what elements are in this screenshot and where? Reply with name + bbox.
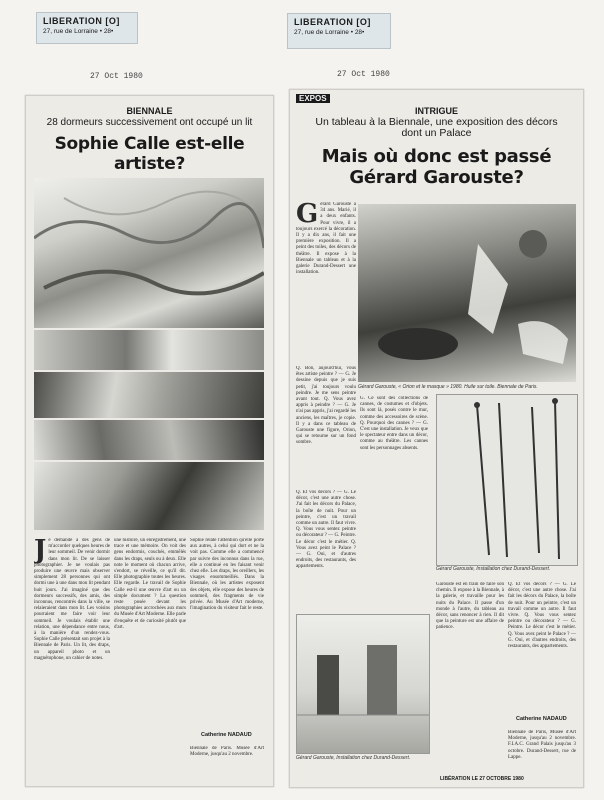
right-footer-info: Biennale de Paris, Musée d'Art Moderne, jusqu'au 2 novembre. F.I.A.C. Grand Palais jusqu'au 3 octobre. Durand-Dessert, rue de Lappe. (508, 730, 576, 760)
right-article-col-mid: Q. Et vos décors ? — G. Le décor, c'est une autre chose. J'ai fait les décors du Palace, la boîte de nuit. Pour un peintre, c'est un travail comme un autre. Il faut vivre. Q. Vous vous sentez peintre ou décorateur ? — G. Peintre. Le décor c'est le métier. Q. Vous avez peint le Palace ? — G. Oui, et d'autres endroits, des restaurants, des appartements. (296, 490, 356, 570)
right-date-stamp: 27 Oct 1980 (337, 70, 390, 79)
left-headline-line1: Sophie Calle est-elle (54, 134, 245, 154)
right-photo-canes-objects (437, 395, 577, 565)
left-date-stamp: 27 Oct 1980 (90, 72, 143, 81)
right-article-col-center: G. Ce sont des collections de cannes, de costumes et d'objets. Ils sont là, posés contre le mur, comme des accessoires de scène. Q. Pourquoi des cannes ? — G. C'est une installation. Je veux que le spectateur entre dans un décor, comme au théâtre. Les cannes sont les personnages absents. (360, 396, 428, 451)
right-article-col-lower1: Garouste est en train de faire son chemin. Il expose à la Biennale, à la galerie, et travaille pour les nuits du Palace. Il passe d'un monde à l'autre, du tableau au décor, sans renoncer à rien. Il dit que la peinture est une affaire de patience. (436, 582, 504, 631)
right-headline-line2: Gérard Garouste? (349, 167, 524, 188)
left-photo-bed-5 (34, 462, 264, 530)
left-headline-line2: artiste? (113, 154, 186, 174)
right-photo-interior-objects (297, 615, 429, 753)
left-photo-bed-2 (34, 330, 264, 370)
right-headline-line1: Mais où donc est passé (321, 146, 552, 167)
left-label-address: 27, rue de Lorraine • 28• (43, 28, 114, 35)
right-photo-painting (358, 204, 576, 382)
right-photo-canes (436, 394, 578, 566)
right-intro-text: érard Garouste a 34 ans. Marié, il a deux enfants. Pour vivre, il a toujours exercé la décoration. Il y a dix ans, il fait une première exposition. Il a peint des toiles, des décors de théâtre. Il expose à la Biennale un tableau et à la galerie Durand-Dessert une installation. (296, 202, 356, 276)
left-col1-text: e demandé à des gens de m'accorder quelques heures de leur sommeil. De venir dormir dans mon lit. De se laisser photographier. Je ne voulais pas produire une œuvre mais observer simplement 28 personnes qui ont dormi une à une dans mon lit pendant huit jours. J'ai imaginé que des dormeurs successifs, des amis, des inconnus, rencontrés dans la ville, se relaieraient dans mon lit. Les voisins pourraient me faire voir leur sommeil. Je voulais établir une relation, une dépendance entre nous, à la manière d'un rendez-vous. Sophie Calle présentait son projet à la Biennale de Paris. Un lit, des draps, un appareil photo et un magnétophone, un cahier de notes. (34, 538, 110, 661)
right-article-col-lower2 (508, 582, 576, 712)
left-photo-bed-4 (34, 420, 264, 460)
left-clipping (25, 95, 274, 787)
right-col-lower2-text: Q. Et vos décors ? — G. Le décor, c'est une autre chose. J'ai fait les décors du Palace, la boîte de nuit. Pour un peintre, c'est un travail comme un autre. Il faut vivre. Q. Vous vous sentez peintre ou décorateur ? — G. Peintre. Le décor c'est le métier. Q. Vous avez peint le Palace ? — G. Oui, et d'autres endroits, des restaurants, des appartements. (508, 582, 576, 650)
right-subhead-line1: Un tableau à la Biennale, une exposition des décors (315, 116, 558, 128)
right-photo-canes-caption: Gérard Garouste, Installation chez Durand-Dessert. (436, 566, 551, 572)
right-label-address: 27, rue de Lorraine • 28• (294, 29, 365, 36)
left-article-col1 (34, 538, 110, 778)
left-photo-bed-1-drapes (34, 178, 264, 328)
left-kicker: BIENNALE (126, 106, 173, 116)
left-dropcap: J (34, 538, 47, 565)
left-label-name: LIBERATION [O] (43, 16, 120, 26)
right-article-col-left: Q. Bon, aujourd'hui, vous êtes artiste peintre ? — G. Je dessine depuis que je suis petit, j'ai toujours voulu peindre. Je me sens peintre avant tout. Q. Vous avez appris à peindre ? — G. Je n'ai pas appris, j'ai regardé les anciens, les maîtres, je copie. Il y a dans ce tableau de Garouste une figure, Orion, qui se retourne sur un fond sombre. (296, 366, 356, 446)
right-subhead-line2: dont un Palace (401, 127, 472, 139)
right-dropcap: G (296, 202, 319, 229)
right-kicker: INTRIGUE (414, 106, 458, 116)
left-article-col3: Sophie relate l'attention qu'elle porte aux autres, à celui qui dort et ne la voit pas. Comme elle a commencé par suivre des inconnus dans la rue, elle a continué en les faisant venir chez elle. Les draps, les oreillers, les visages ensommeillés. Dans la Biennale, où les artistes exposent des objets, elle expose des heures de sommeil, des fragments de vie privée. Au Musée d'Art moderne, l'imagination du visiteur fait le reste. (190, 538, 264, 612)
left-article-col2: une histoire, un enregistrement, une trace et une mémoire. On voit des gens endormis, couchés, emmêlés dans les draps, seuls ou à deux. Elle note le moment où chacun arrive, s'endort, se réveille, ce qu'il dit. Elle photographie toutes les heures. Elle regarde. Le travail de Sophie Calle est-il une œuvre d'art ou un simple document ? La question reste posée devant les photographies accrochées aux murs du Musée d'Art Moderne. Elle parle d'enquête et de curiosité plutôt que d'art. (114, 538, 186, 630)
left-subhead: 28 dormeurs successivement ont occupé un lit (46, 117, 253, 128)
left-photo-bed-1 (34, 178, 264, 328)
left-signature: Catherine NADAUD (201, 732, 252, 738)
right-photo-painting-caption: Gérard Garouste, « Orion et le masque » 1980. Huile sur toile. Biennale de Paris. (358, 384, 538, 390)
right-painting-figures (358, 204, 576, 382)
right-footer-masthead: LIBÉRATION LE 27 OCTOBRE 1980 (440, 776, 524, 782)
right-signature: Catherine NADAUD (516, 716, 567, 722)
left-photo-bed-3 (34, 372, 264, 418)
left-footer-info: Biennale de Paris. Musée d'Art Moderne, jusqu'au 2 novembre. (190, 746, 264, 758)
right-photo-interior-caption: Gérard Garouste, Installation chez Durand-Dessert. (296, 755, 411, 761)
right-label-name: LIBERATION [O] (294, 17, 371, 27)
right-clipping (289, 89, 584, 788)
right-intro (296, 202, 356, 362)
right-press-label (287, 13, 391, 49)
right-photo-interior (296, 614, 430, 754)
right-section-tag: EXPOS (296, 94, 330, 103)
left-press-label (36, 12, 138, 44)
